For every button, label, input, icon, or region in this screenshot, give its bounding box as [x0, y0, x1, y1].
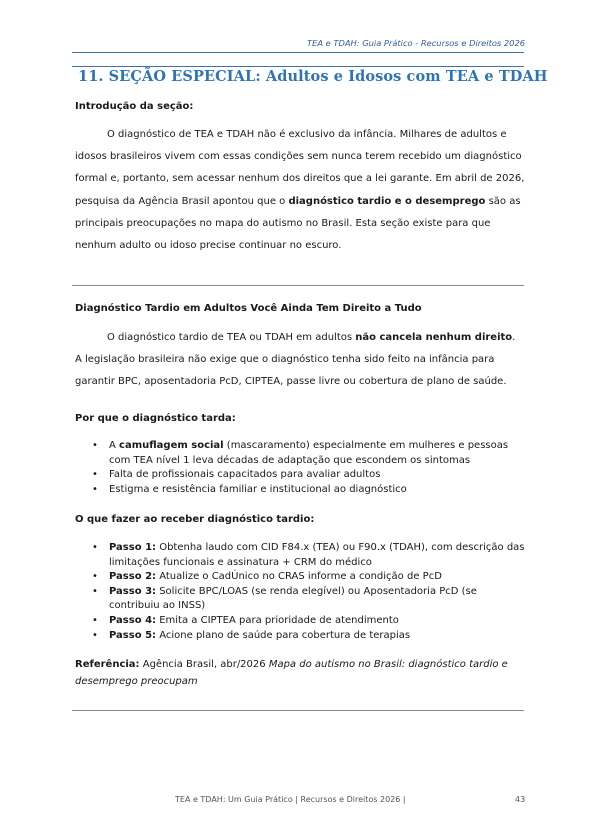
title-top-divider: [72, 66, 524, 67]
bullet-icon: •: [92, 483, 98, 495]
section-divider: [72, 285, 524, 286]
bullet-icon: •: [92, 629, 98, 641]
step-item: • Passo 5: Acione plano de saúde para cobertura de terapias: [75, 629, 525, 644]
intro-paragraph: O diagnóstico de TEA e TDAH não é exclusivo da infância. Milhares de adultos e idosos brasileiros vivem com essas condições sem nunca terem recebido um diagnóstico formal e, portanto, sem acessar nenhum dos direitos que a lei garante. Em abril de 2026, pesquisa da Agência Brasil apontou que o diagnóstico tardio e o desemprego são as principais preocupações no mapa do autismo no Brasil. Esta seção existe para que nenhum adulto ou idoso precise continuar no escuro.: [75, 129, 525, 252]
bullet-icon: •: [92, 614, 98, 626]
bullet-icon: •: [92, 542, 98, 553]
page-number: 43: [515, 795, 526, 804]
why-list-item: • Falta de profissionais capacitados para avaliar adultos: [75, 468, 525, 483]
intro-heading: Introdução da seção:: [75, 101, 194, 112]
steps-list: [75, 541, 525, 643]
todo-heading: O que fazer ao receber diagnóstico tardio:: [75, 514, 315, 525]
bullet-icon: •: [92, 585, 98, 597]
why-heading: Por que o diagnóstico tarda:: [75, 413, 236, 424]
section-title: 11. SEÇÃO ESPECIAL: Adultos e Idosos com TEA e TDAH: [78, 68, 548, 85]
reference-note: Referência: Agência Brasil, abr/2026 Mapa do autismo no Brasil: diagnóstico tardio e desemprego preocupam: [75, 659, 508, 687]
running-header: TEA e TDAH: Guia Prático - Recursos e Direitos 2026: [307, 38, 525, 48]
bullet-icon: •: [92, 571, 98, 583]
late-diagnosis-heading: Diagnóstico Tardio em Adultos Você Ainda Tem Direito a Tudo: [75, 303, 422, 314]
bottom-divider: [72, 710, 524, 711]
header-divider: [72, 52, 524, 53]
step-item: • Passo 2: Atualize o CadÚnico no CRAS informe a condição de PcD: [75, 570, 525, 585]
step-item: • Passo 3: Solicite BPC/LOAS (se renda elegível) ou Aposentadoria PcD (se contribuiu ao INSS): [92, 585, 477, 612]
late-diagnosis-paragraph: O diagnóstico tardio de TEA ou TDAH em adultos não cancela nenhum direito. A legislação brasileira não exige que o diagnóstico tenha sido feito na infância para garantir BPC, aposentadoria PcD, CIPTEA, passe livre ou cobertura de plano de saúde.: [75, 332, 516, 388]
why-list-item: • A camuflagem social (mascaramento) especialmente em mulheres e pessoas com TEA nível 1 leva décadas de adaptação que escondem os sintomas: [92, 440, 509, 466]
bullet-icon: •: [92, 440, 98, 451]
footer-text: TEA e TDAH: Um Guia Prático | Recursos e Direitos 2026 |: [175, 795, 406, 804]
step-item: • Passo 4: Emita a CIPTEA para prioridade de atendimento: [75, 614, 525, 629]
step-item: • Passo 1: Obtenha laudo com CID F84.x (TEA) ou F90.x (TDAH), com descrição das limitações funcionais e assinatura + CRM do médico: [92, 542, 525, 568]
why-list: [75, 439, 525, 497]
bullet-icon: •: [92, 469, 98, 481]
why-list-item: • Estigma e resistência familiar e institucional ao diagnóstico: [75, 483, 525, 498]
